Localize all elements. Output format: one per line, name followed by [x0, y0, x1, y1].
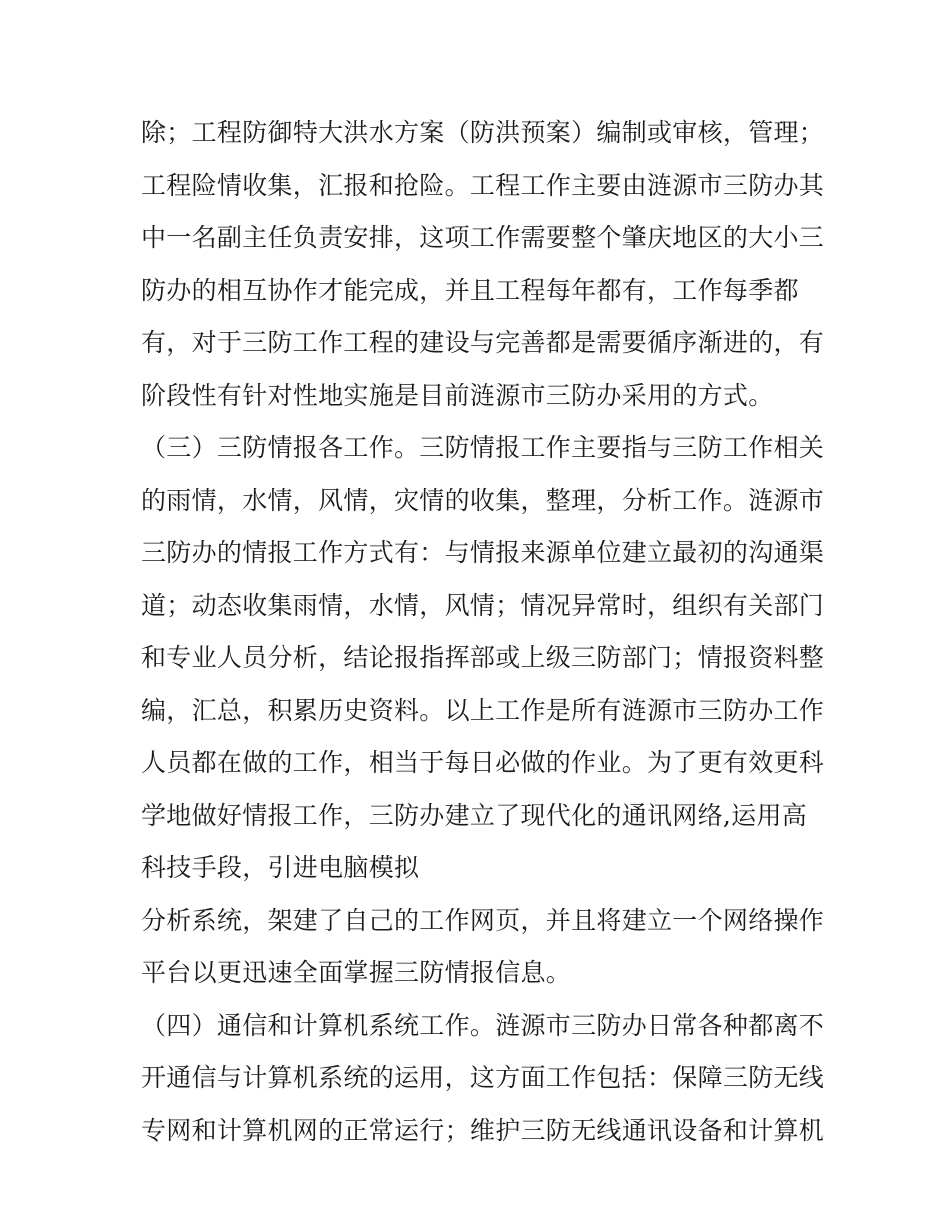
text-line: 平台以更迅速全面掌握三防情报信息。 [141, 958, 572, 987]
text-line: 分析系统，架建了自己的工作网页，并且将建立一个网络操作 [141, 905, 825, 935]
text-line: （四）通信和计算机系统工作。涟源市三防办日常各种都离不 [141, 1010, 825, 1040]
text-line: 道；动态收集雨情，水情，风情；情况异常时，组织有关部门 [141, 590, 825, 620]
text-line: 专网和计算机网的正常运行；维护三防无线通讯设备和计算机 [141, 1115, 825, 1145]
text-line: 有，对于三防工作工程的建设与完善都是需要循序渐进的，有 [141, 328, 825, 357]
text-line: （三）三防情报各工作。三防情报工作主要指与三防工作相关 [141, 433, 825, 462]
body-text [141, 107, 831, 1157]
text-line: 阶段性有针对性地实施是目前涟源市三防办采用的方式。 [141, 380, 774, 410]
text-line: 三防办的情报工作方式有：与情报来源单位建立最初的沟通渠 [141, 538, 825, 567]
text-line: 防办的相互协作才能完成，并且工程每年都有，工作每季都 [141, 275, 799, 305]
text-line: 工程险情收集，汇报和抢险。工程工作主要由涟源市三防办其 [141, 170, 825, 200]
text-line: 除；工程防御特大洪水方案（防洪预案）编制或审核，管理； [141, 118, 825, 147]
text-line: 科技手段，引进电脑模拟 [141, 853, 420, 882]
text-line: 和专业人员分析，结论报指挥部或上级三防部门；情报资料整 [141, 643, 825, 672]
text-line: 人员都在做的工作，相当于每日必做的作业。为了更有效更科 [141, 748, 825, 777]
text-line: 学地做好情报工作，三防办建立了现代化的通讯网络,运用高 [141, 800, 808, 830]
text-line: 开通信与计算机系统的运用，这方面工作包括：保障三防无线 [141, 1063, 825, 1092]
text-line: 中一名副主任负责安排，这项工作需要整个肇庆地区的大小三 [141, 223, 825, 252]
text-line: 编，汇总，积累历史资料。以上工作是所有涟源市三防办工作 [141, 695, 825, 725]
text-line: 的雨情，水情，风情，灾情的收集，整理，分析工作。涟源市 [141, 485, 825, 515]
